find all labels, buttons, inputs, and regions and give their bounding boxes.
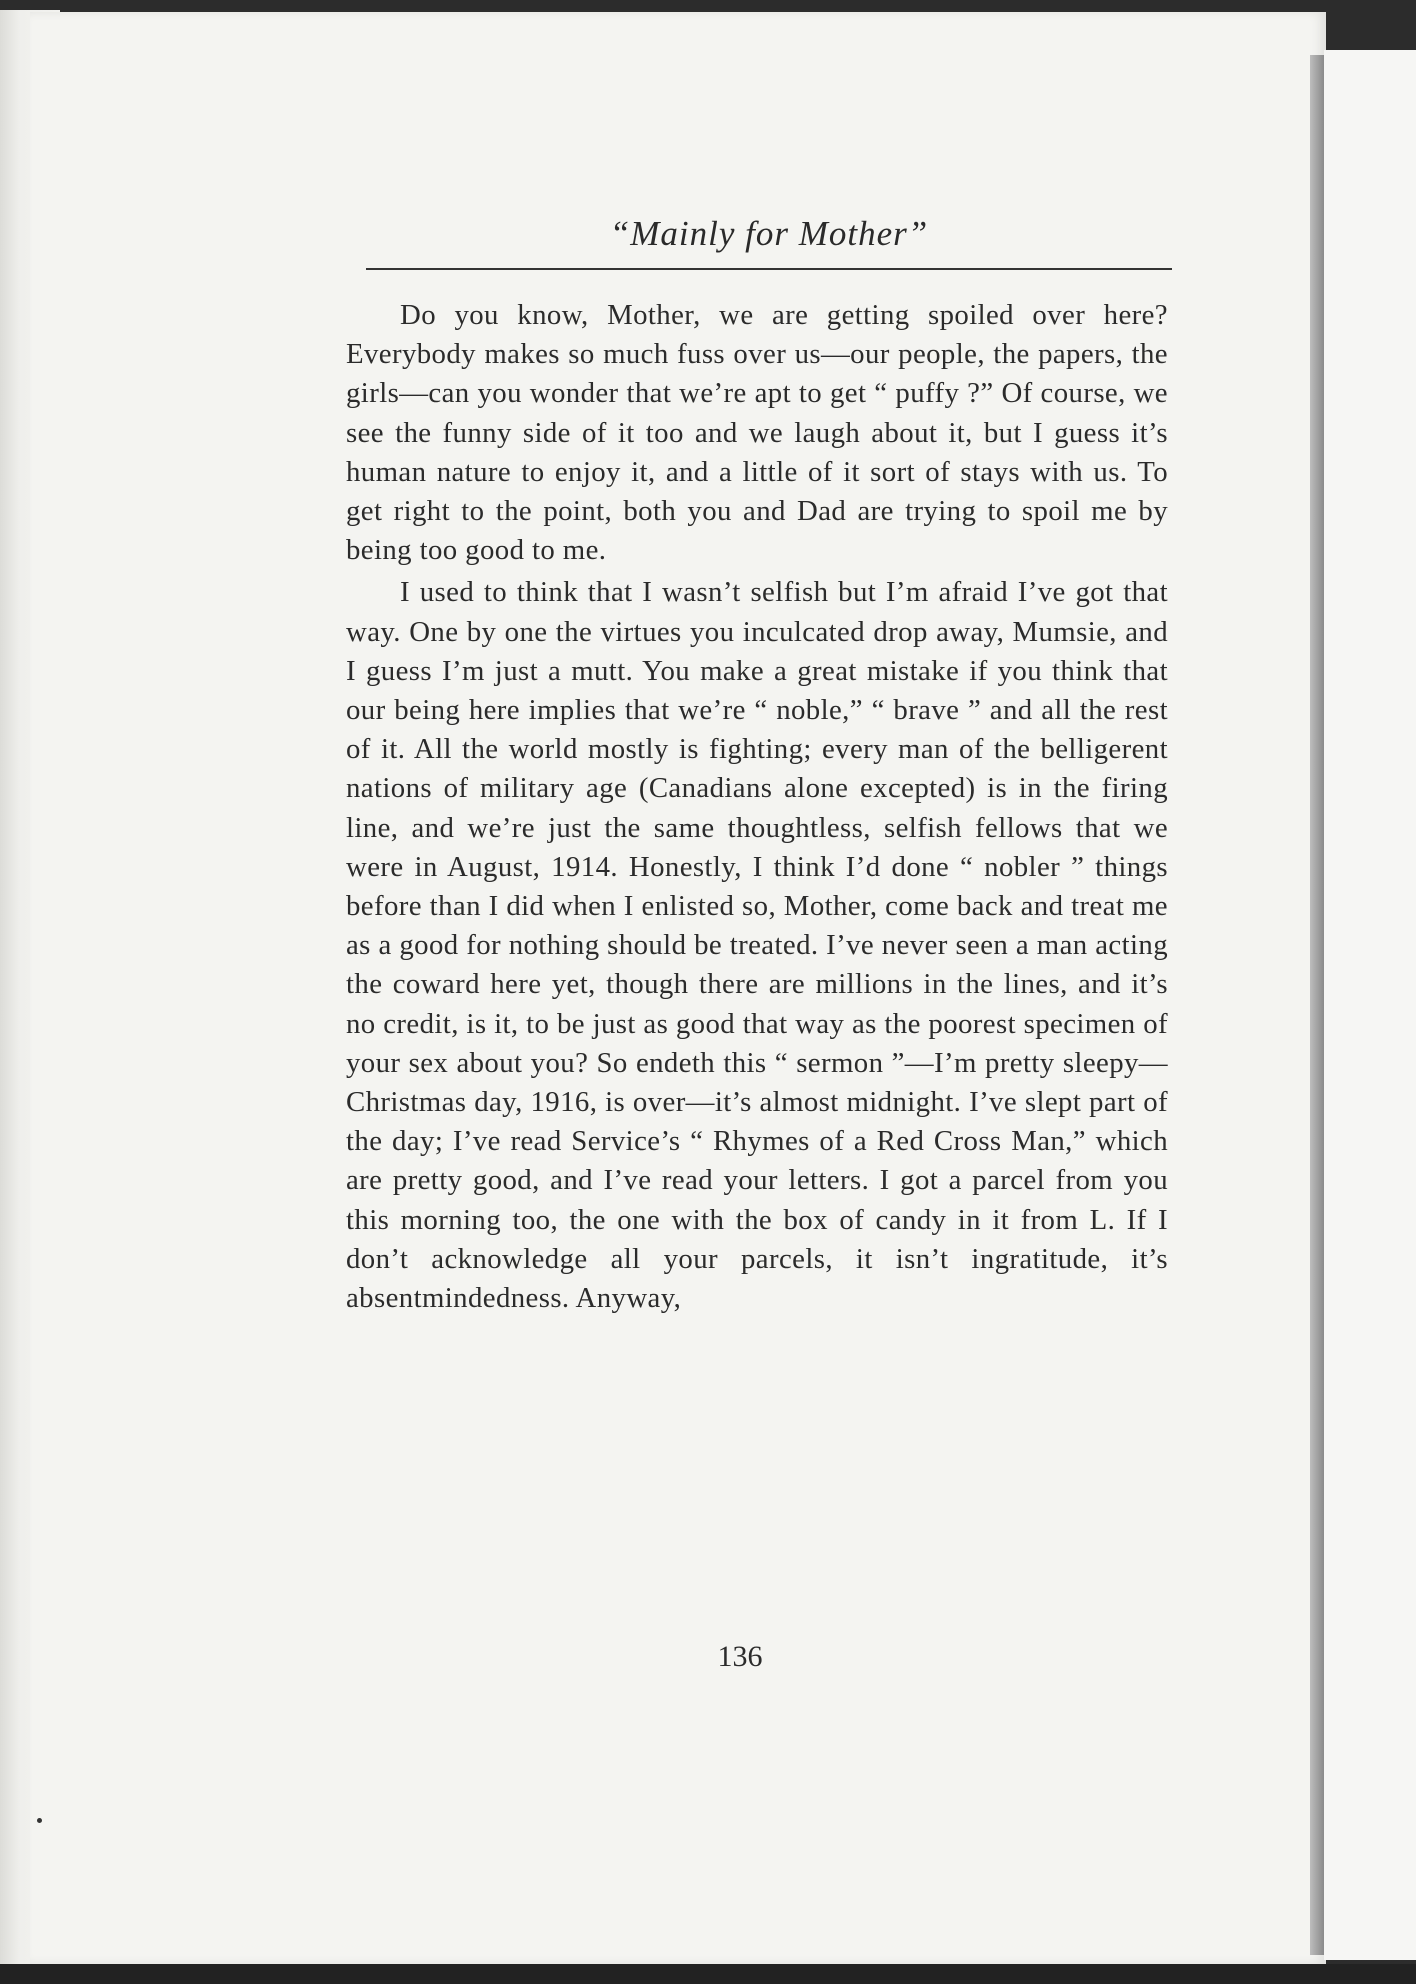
page-number: 136 <box>717 1640 763 1673</box>
scan-speck <box>37 1818 42 1823</box>
paragraph: Do you know, Mother, we are getting spoiled over here? Everybody makes so much fuss over us—our people, the papers, the girls—can you wonder that we’re apt to get “ puffy ?” Of course, we see the funny side of it too and we laugh about it, but I guess it’s human nature to enjoy it, and a little of it sort of stays with us. To get right to the point, both you and Dad are trying to spoil me by being too good to me. <box>346 299 1168 567</box>
paragraph: I used to think that I wasn’t selfish but I’m afraid I’ve got that way. One by one the virtues you inculcated drop away, Mumsie, and I guess I’m just a mutt. You make a great mistake if you think that our being here implies that we’re “ noble,” “ brave ” and all the rest of it. All the world mostly is fighting; every man of the belligerent nations of military age (Canadians alone excepted) is in the firing line, and we’re just the same thoughtless, selfish fellows that we were in August, 1914. Honestly, I think I’d done “ nobler ” things before than I did when I enlisted so, Mother, come back and treat me as a good for nothing should be treated. I’ve never seen a man acting the coward here yet, though there are millions in the lines, and it’s no credit, is it, to be just as good that way as the poorest specimen of your sex about you? So endeth this “ sermon ”—I’m pretty sleepy—Christmas day, 1916, is over—it’s almost midnight. I’ve slept part of the day; I’ve read Service’s “ Rhymes of a Red Cross Man,” which are pretty good, and I’ve read your letters. I got a parcel from you this morning too, the one with the box of candy in it from L. If I don’t acknowledge all your parcels, it isn’t ingratitude, it’s absentmindedness. Anyway, <box>346 576 1168 1315</box>
running-head: “Mainly for Mother” <box>609 214 929 253</box>
scan-bottom-border <box>0 1964 1416 1984</box>
header-rule <box>366 268 1172 270</box>
facing-page-edge <box>1324 50 1416 1960</box>
body-text <box>346 296 1168 1318</box>
book-gutter <box>1310 55 1324 1955</box>
